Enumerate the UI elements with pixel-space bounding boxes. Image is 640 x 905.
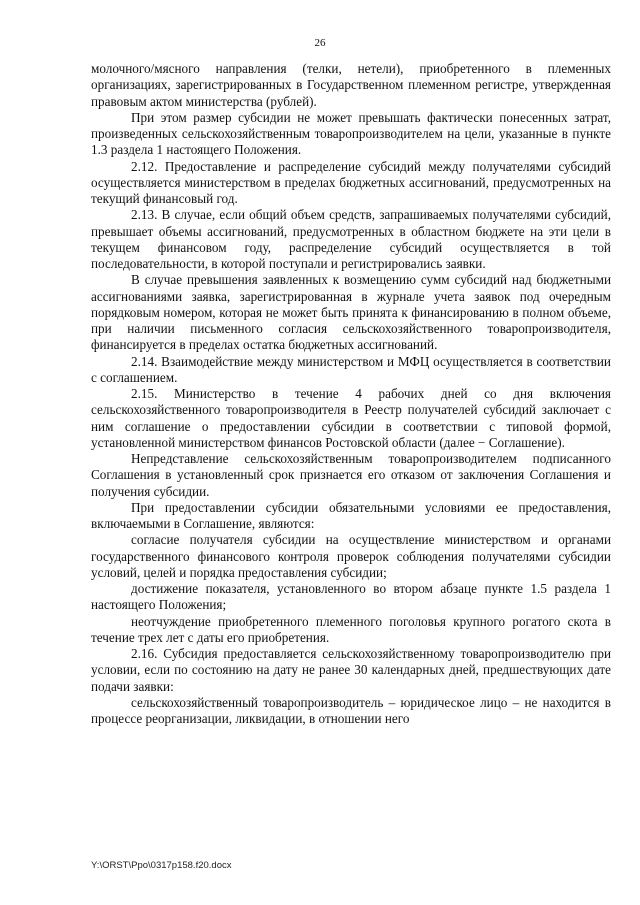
paragraph-excess-claims: В случае превышения заявленных к возмещению сумм субсидий над бюджетными ассигнованиями заявка, зарегистрированная в журнале учета заявок под очередным порядковым номером, которая не может быть принята к финансированию в полном объеме, при наличии письменного согласия сельскохозяйственного товаропроизводителя, финансируется в пределах остатка бюджетных ассигнований. (91, 272, 611, 353)
paragraph-condition-no-alienation: неотчуждение приобретенного племенного поголовья крупного рогатого скота в течение трех лет с даты его приобретения. (91, 613, 611, 645)
paragraph-2-15: 2.15. Министерство в течение 4 рабочих дней со дня включения сельскохозяйственного товаропроизводителя в Реестр получателей субсидий заключает с ним соглашение о предоставлении субсидии в соответствии с типовой формой, установленной министерством финансов Ростовской области (далее − Соглашение). (91, 386, 611, 450)
paragraph-subsidy-limit: При этом размер субсидии не может превышать фактически понесенных затрат, произведенных сельскохозяйственным товаропроизводителем на цели, указанные в пункте 1.3 раздела 1 настоящего Положения. (91, 109, 611, 158)
paragraph-2-14: 2.14. Взаимодействие между министерством и МФЦ осуществляется в соответствии с соглашением. (91, 353, 611, 385)
paragraph-conditions-intro: При предоставлении субсидии обязательными условиями ее предоставления, включаемыми в Соглашение, являются: (91, 499, 611, 531)
paragraph-legal-entity: сельскохозяйственный товаропроизводитель – юридическое лицо – не находится в процессе реорганизации, ликвидации, в отношении него (91, 694, 611, 726)
paragraph-condition-indicator: достижение показателя, установленного во втором абзаце пункте 1.5 раздела 1 настоящего Положения; (91, 581, 611, 613)
document-body (91, 61, 611, 727)
paragraph-continuation: молочного/мясного направления (телки, нетели), приобретенного в племенных организациях, зарегистрированных в Государственном племенном регистре, утвержденная правовым актом министерства (рублей). (91, 61, 611, 109)
file-path-footer: Y:\ORST\Ppo\0317p158.f20.docx (91, 860, 232, 871)
paragraph-2-13: 2.13. В случае, если общий объем средств, запрашиваемых получателями субсидий, превышает объемы ассигнований, предусмотренных в областном бюджете на эти цели в текущем финансовом году, распределение субсидий осуществляется в той последовательности, в которой поступали и регистрировались заявки. (91, 207, 611, 271)
page-number: 26 (314, 37, 326, 49)
paragraph-non-submission: Непредставление сельскохозяйственным товаропроизводителем подписанного Соглашения в установленный срок признается его отказом от заключения Соглашения и получения субсидии. (91, 451, 611, 499)
paragraph-2-16: 2.16. Субсидия предоставляется сельскохозяйственному товаропроизводителю при условии, если по состоянию на дату не ранее 30 календарных дней, предшествующих дате подачи заявки: (91, 646, 611, 694)
paragraph-2-12: 2.12. Предоставление и распределение субсидий между получателями субсидий осуществляется министерством в пределах бюджетных ассигнований, предусмотренных на текущий финансовый год. (91, 158, 611, 206)
paragraph-condition-consent: согласие получателя субсидии на осуществление министерством и органами государственного финансового контроля проверок соблюдения получателями субсидии условий, целей и порядка предоставления субсидии; (91, 532, 611, 580)
